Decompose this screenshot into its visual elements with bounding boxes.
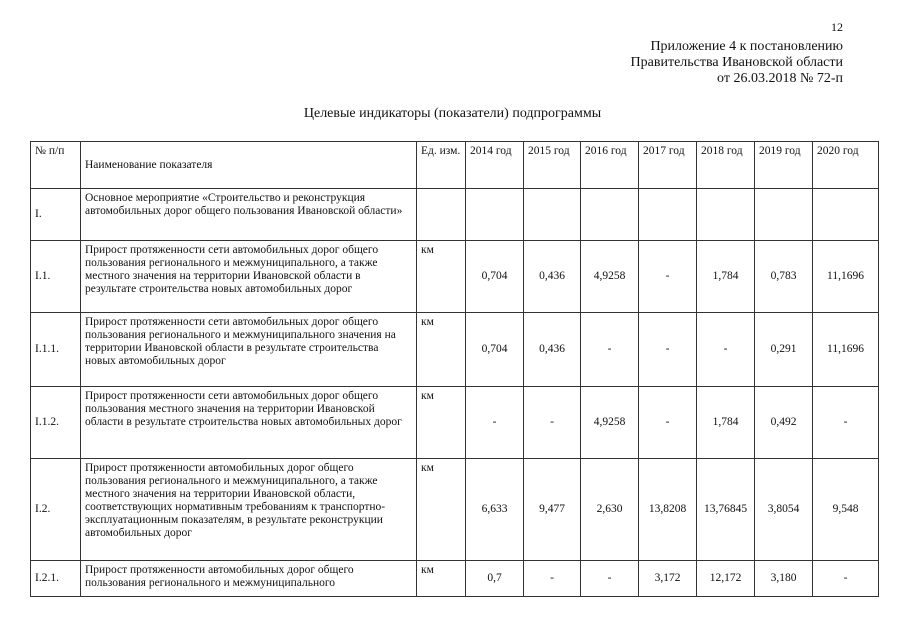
row-value: 3,8054	[755, 459, 813, 561]
row-value: -	[697, 313, 755, 387]
row-value: 13,76845	[697, 459, 755, 561]
row-value: -	[639, 313, 697, 387]
row-unit: км	[417, 313, 466, 387]
appendix-line-3: от 26.03.2018 № 72-п	[717, 71, 843, 86]
row-value	[466, 189, 524, 241]
row-name: Прирост протяженности автомобильных дорог общего пользования регионального и межмуниципального, а также местного значения на территории Ивановской области, соответствующих нормативным требованиям к транспортно-эксплуатационным показателям, в результате реконструкции автомобильных дорог	[81, 459, 417, 561]
row-value: -	[813, 561, 879, 597]
header-num: № п/п	[31, 142, 81, 189]
table-row	[31, 189, 879, 241]
row-num: I.	[31, 189, 81, 241]
row-unit: км	[417, 459, 466, 561]
row-value: -	[524, 387, 581, 459]
row-value: 3,180	[755, 561, 813, 597]
header-name: Наименование показателя	[81, 142, 417, 189]
row-unit: км	[417, 387, 466, 459]
table-row	[31, 387, 879, 459]
appendix-reference	[631, 39, 843, 87]
row-value: 11,1696	[813, 313, 879, 387]
row-num: I.1.1.	[31, 313, 81, 387]
header-year: 2020 год	[813, 142, 879, 189]
row-value: 9,548	[813, 459, 879, 561]
row-value: 0,492	[755, 387, 813, 459]
row-name: Прирост протяженности сети автомобильных дорог общего пользования регионального и межмуниципального значения на территории Ивановской области в результате строительства новых автомобильных дорог	[81, 313, 417, 387]
row-value: 0,436	[524, 241, 581, 313]
row-num: I.1.2.	[31, 387, 81, 459]
row-value: -	[581, 561, 639, 597]
header-year: 2019 год	[755, 142, 813, 189]
row-value: -	[639, 387, 697, 459]
row-value: 0,704	[466, 241, 524, 313]
row-value: 0,704	[466, 313, 524, 387]
row-value	[524, 189, 581, 241]
row-value	[813, 189, 879, 241]
row-name: Прирост протяженности сети автомобильных дорог общего пользования регионального и межмуниципального, а также местного значения на территории Ивановской области в результате строительства новых автомобильных дорог	[81, 241, 417, 313]
header-year: 2016 год	[581, 142, 639, 189]
row-name: Основное мероприятие «Строительство и реконструкция автомобильных дорог общего пользования Ивановской области»	[81, 189, 417, 241]
header-year: 2018 год	[697, 142, 755, 189]
row-value: 9,477	[524, 459, 581, 561]
row-value: 0,783	[755, 241, 813, 313]
appendix-line-2: Правительства Ивановской области	[630, 55, 843, 70]
row-num: I.2.	[31, 459, 81, 561]
header-year: 2017 год	[639, 142, 697, 189]
table-row	[31, 459, 879, 561]
row-value: 4,9258	[581, 241, 639, 313]
row-value	[697, 189, 755, 241]
row-value	[581, 189, 639, 241]
row-value: 0,436	[524, 313, 581, 387]
row-unit: км	[417, 241, 466, 313]
header-unit: Ед. изм.	[417, 142, 466, 189]
row-value: 1,784	[697, 387, 755, 459]
row-name: Прирост протяженности автомобильных дорог общего пользования регионального и межмуниципального	[81, 561, 417, 597]
row-value: -	[466, 387, 524, 459]
row-value: 3,172	[639, 561, 697, 597]
row-value: 12,172	[697, 561, 755, 597]
row-value: 6,633	[466, 459, 524, 561]
row-value: -	[524, 561, 581, 597]
row-value	[755, 189, 813, 241]
header-year: 2014 год	[466, 142, 524, 189]
table-row	[31, 313, 879, 387]
table-header-row	[31, 142, 879, 189]
row-value: 13,8208	[639, 459, 697, 561]
table-row	[31, 241, 879, 313]
row-unit	[417, 189, 466, 241]
table-row	[31, 561, 879, 597]
row-value: 1,784	[697, 241, 755, 313]
row-value: -	[639, 241, 697, 313]
row-unit: км	[417, 561, 466, 597]
appendix-line-1: Приложение 4 к постановлению	[650, 39, 843, 54]
page-number: 12	[831, 20, 843, 34]
indicators-table	[30, 141, 879, 597]
row-name: Прирост протяженности сети автомобильных дорог общего пользования местного значения на территории Ивановской области в результате строительства новых автомобильных дорог	[81, 387, 417, 459]
row-value: 4,9258	[581, 387, 639, 459]
document-title: Целевые индикаторы (показатели) подпрограммы	[303, 106, 602, 121]
row-value: -	[581, 313, 639, 387]
row-value	[639, 189, 697, 241]
row-value: -	[813, 387, 879, 459]
row-value: 2,630	[581, 459, 639, 561]
row-num: I.1.	[31, 241, 81, 313]
row-num: I.2.1.	[31, 561, 81, 597]
header-year: 2015 год	[524, 142, 581, 189]
row-value: 11,1696	[813, 241, 879, 313]
row-value: 0,291	[755, 313, 813, 387]
row-value: 0,7	[466, 561, 524, 597]
